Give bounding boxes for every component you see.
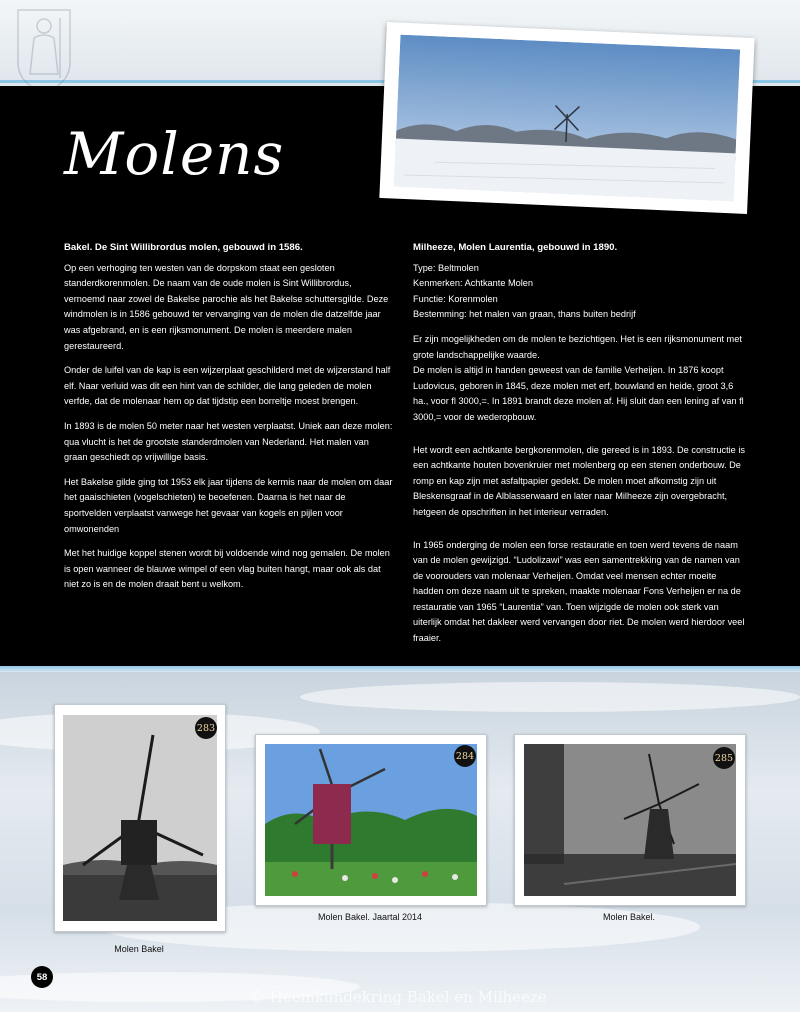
paragraph: Het wordt een achtkante bergkorenmolen, die gereed is in 1893. De constructie is een achtkante houten bovenkruier met molenberg op een stenen onderbouw. De romp en kap zijn met asfaltpapier gedekt. De molen moet afkomstig zijn uit Bleskensgraaf in de Alblasserwaard en later naar Milheeze zijn overgebracht, hetgeen de opschriften in het interieur verraden. [413, 444, 745, 517]
fact-line: Functie: Korenmolen [413, 293, 498, 304]
left-column [64, 240, 394, 602]
fact-line: Kenmerken: Achtkante Molen [413, 278, 534, 289]
photo-caption: Molen Bakel [114, 944, 164, 954]
stamp-photo [379, 22, 754, 214]
fact-line: Type: Beltmolen [413, 262, 479, 273]
winter-landscape-photo [394, 35, 740, 202]
saint-crest-watermark [12, 4, 76, 94]
milheeze-heading: Milheeze, Molen Laurentia, gebouwd in 1890. [413, 242, 618, 253]
windmill-landscape-photo-bw [524, 744, 736, 896]
right-column [413, 240, 745, 656]
photo-caption: Molen Bakel. [602, 912, 656, 922]
paragraph: De molen is altijd in handen geweest van de familie Verheijen. In 1876 koopt Ludovicus, geboren in 1845, deze molen met erf, bouwland en heide, groot 3,6 ha., voor fl 3000,=. In 1891 brandt deze molen af. Hij sluit dan een lening af van fl 3000,= voor de wederopbouw. [413, 365, 744, 422]
photo-number-badge: 284 [454, 745, 476, 767]
photo-number-badge: 283 [195, 717, 217, 739]
fact-line: Bestemming: het malen van graan, thans buiten bedrijf [413, 309, 636, 320]
photo-number-badge: 285 [713, 747, 735, 769]
photo-285 [514, 734, 746, 906]
windmill-photo-bw [63, 715, 217, 921]
paragraph: In 1893 is de molen 50 meter naar het westen verplaatst. Uniek aan deze molen: qua vlucht is het de grootste standerdmolen van Nederland. Het malen van graan geschiedt op vrijwillige basis. [64, 420, 393, 463]
page-number: 58 [31, 966, 53, 988]
windmill-festival-photo [265, 744, 477, 896]
paragraph: Onder de luifel van de kap is een wijzerplaat geschilderd met de wijzerstand half elf. Naar verluid was dit een hint van de schilder, die lang geleden de molen verfde, dat de molenaar hem op dat tijdstip een borreltje moest brengen. [64, 365, 391, 407]
paragraph: Met het huidige koppel stenen wordt bij voldoende wind nog gemalen. De molen is open wanneer de blauwe wimpel of een vlag buiten hangt, maar ook als dat niet zo is en de molen draait bent u welkom. [64, 548, 390, 590]
paragraph: Er zijn mogelijkheden om de molen te bezichtigen. Het is een rijksmonument met grote landschappelijke waarde. [413, 333, 742, 360]
paragraph: Op een verhoging ten westen van de dorpskom staat een gesloten standerdkorenmolen. De naam van de oude molen is Sint Willibrordus, vernoemd naar zowel de Bakelse parochie als het Bakelse schuttersgilde. Deze windmolen is in 1586 gebouwd ter vervanging van de molen die datzelfde jaar was afgebrand, en is een rijksmonument. De molen is meerdere malen gerestaureerd. [64, 262, 389, 351]
copyright-watermark: © Heemkundekring Bakel en Milheeze [250, 988, 547, 1006]
photo-caption: Molen Bakel. Jaartal 2014 [317, 912, 423, 922]
paragraph: In 1965 onderging de molen een forse restauratie en toen werd tevens de naam van de molen gewijzigd. “Ludolizawi” was een samentrekking van de namen van de voorouders van molenaar Verheijen. Omdat veel mensen echter moeite hadden om deze naam uit te spreken, maakte molenaar Fons Verheijen er na de restauratie van 1965 “Laurentia” van. Toen wijzigde de molen ook sterk van uiterlijk omdat het dakleer werd vervangen door riet. De molen werd hierdoor veel fraaier. [413, 539, 745, 644]
page-title: Molens [64, 120, 285, 188]
paragraph: Het Bakelse gilde ging tot 1953 elk jaar tijdens de kermis naar de molen om daar het gaaischieten (vogelschieten) te beoefenen. Daarna is het naar de sportvelden verplaatst vanwege het gevaar van kogels en pijlen voor omwonenden [64, 476, 393, 534]
photo-284 [255, 734, 487, 906]
photo-283 [54, 704, 226, 932]
bakel-heading: Bakel. De Sint Willibrordus molen, gebouwd in 1586. [64, 242, 303, 253]
